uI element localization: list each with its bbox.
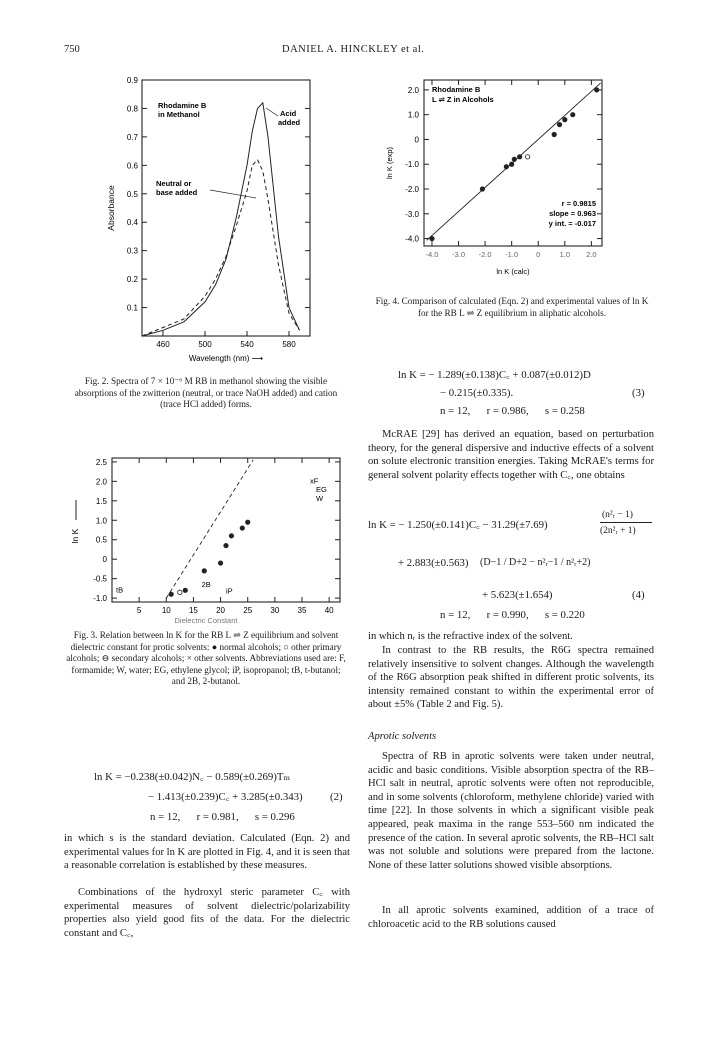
fig3-point [246, 520, 250, 524]
fig3-ytick-label: -1.0 [93, 594, 107, 604]
fig3-point [169, 592, 173, 596]
section-heading: Aprotic solvents [368, 731, 437, 742]
fig2-ytick-label: 0.8 [126, 104, 138, 114]
fig4-point [571, 112, 575, 116]
right-paragraph-4: Spectra of RB in aprotic solvents were taken under neutral, acidic and basic conditions. Visible absorption spectra of the RB–HCl salt in neutral, aprotic solvents were often not reproducible, and in some solvents (chloroform, methylene chloride) varied with time [22]. In those solvents in which a significant visible peak appeared, peak maxima in the range 553–560 nm indicated the presence of the cation. In several aprotic solvents, the RB–HCl salt was not soluble and solutions were prepared from the lactone. None of these latter solutions showed visible absorptions. [368, 751, 654, 871]
fig4-point [563, 117, 567, 121]
fig2-pointer-acid [266, 108, 278, 116]
fig3-label-tB: tB [116, 585, 124, 595]
fig4-ytick-label: 2.0 [407, 85, 419, 95]
fig3-ylabel: ln K [70, 528, 80, 544]
fig2-ytick-label: 0.2 [126, 275, 138, 285]
fig3-caption: Fig. 3. Relation between ln K for the RB L ⇌ Z equilibrium and solvent dielectric constant for protic solvents: ● normal alcohols; ○ other primary alcohols; ⊖ secondary alcohols; × other solvents. Abbreviations used are: F, formamide; W, water; EG, ethylene glycol; iP, isopropanol; tB, t-butanol; and 2B, 2-butanol. [66, 630, 346, 686]
fig3-ytick-label: 1.0 [95, 516, 107, 526]
fig2-xlabel: Wavelength (nm) ⟶ [188, 354, 264, 363]
fig2-ytick-label: 0.6 [126, 161, 138, 171]
fig4-xtick-label: -1.0 [505, 250, 519, 259]
fig3-point [218, 561, 222, 565]
fig4-title1: Rhodamine B [432, 85, 481, 94]
fig4-title2: L ⇌ Z in Alcohols [432, 95, 494, 104]
fig3-ytick-label: 2.5 [95, 457, 107, 467]
fig3-point [240, 526, 244, 530]
fig2-xtick-label: 580 [282, 340, 296, 349]
fig2-xtick-label: 500 [198, 340, 212, 349]
fig4-xtick-label: 0 [536, 250, 541, 259]
fig3-ytick-label: 0.5 [95, 535, 107, 545]
eq3-number: (3) [632, 387, 645, 399]
fig3-xtick-label: 10 [161, 606, 171, 615]
eq3-stats: n = 12, r = 0.986, s = 0.258 [440, 405, 585, 417]
fig2-label-acid2: added [278, 118, 301, 127]
fig3-point [183, 588, 187, 592]
eq4-frac1-bar [600, 522, 652, 523]
fig4-stat-r: r = 0.9815 [561, 199, 596, 208]
running-head: DANIEL A. HINCKLEY et al. [282, 44, 425, 55]
fig2-ytick-label: 0.5 [126, 189, 138, 199]
fig4-ytick-label: 0 [414, 135, 419, 145]
eq3-line2: − 0.215(±0.335). [440, 387, 514, 399]
fig4-point [552, 132, 556, 136]
fig3-xtick-label: 35 [297, 606, 307, 615]
fig3-ytick-label: 0 [102, 555, 107, 565]
fig3-ytick-label: 1.5 [95, 496, 107, 506]
fig2-series-0 [142, 103, 300, 336]
fig4-point [525, 155, 529, 159]
fig2-label-neutral: Neutral or [156, 179, 192, 188]
fig3-point [229, 534, 233, 538]
fig2-label-solution: Rhodamine B [158, 101, 207, 110]
fig3-point [224, 543, 228, 547]
fig3-chart [64, 448, 364, 626]
fig2-ytick-label: 0.7 [126, 132, 138, 142]
eq4-frac1-num: (n²ᵣ − 1) [602, 510, 633, 520]
eq4-line3: + 5.623(±1.654) [482, 589, 553, 601]
fig2-label-acid: Acid [280, 109, 297, 118]
fig3-point [202, 569, 206, 573]
fig4-point [512, 157, 516, 161]
fig4-ytick-label: 1.0 [407, 110, 419, 120]
fig4-point [517, 155, 521, 159]
eq4-line2: + 2.883(±0.563) [398, 557, 469, 569]
fig4-ytick-label: -4.0 [405, 234, 419, 244]
eq4-number: (4) [632, 589, 645, 601]
fig2-pointer-neutral [210, 190, 256, 198]
fig2-label-neutral2: base added [156, 188, 198, 197]
fig4-chart [380, 76, 620, 288]
fig2-xtick-label: 540 [240, 340, 254, 349]
fig4-point [509, 162, 513, 166]
eq4-line1: ln K = − 1.250(±0.141)C꜀ − 31.29(±7.69) [368, 519, 548, 531]
fig3-point [178, 590, 182, 594]
right-paragraph-5: In all aprotic solvents examined, addition of a trace of chloroacetic acid to the RB solutions caused [368, 905, 654, 930]
eq3-line1: ln K = − 1.289(±0.138)C꜀ + 0.087(±0.012)D [398, 369, 591, 381]
fig3-xtick-label: 20 [216, 606, 226, 615]
eq2-number: (2) [330, 791, 343, 803]
fig2-ytick-label: 0.9 [126, 76, 138, 85]
fig3-frame [112, 458, 340, 602]
fig3-xtick-label: 5 [136, 606, 142, 615]
fig4-xtick-label: 1.0 [559, 250, 571, 259]
fig3-ytick-label: 2.0 [95, 477, 107, 487]
fig3-label-2B: 2B [201, 580, 211, 590]
right-paragraph-3: In contrast to the RB results, the R6G spectra remained relatively insensitive to solvent changes. Although the wavelength of the R6G absorption peak shifted in different protic solvents, its intensity remained constant to within the experimental error of about ±5% (Table 2 and Fig. 5). [368, 645, 654, 711]
eq4-frac2: (D−1 / D+2 − n²ᵣ−1 / n²ᵣ+2) [480, 557, 591, 568]
eq4-frac1-den: (2n²ᵣ + 1) [600, 526, 636, 536]
fig2-ytick-label: 0.4 [126, 218, 138, 228]
page-number: 750 [64, 44, 80, 55]
fig4-point [504, 165, 508, 169]
left-paragraph-2: Combinations of the hydroxyl steric parameter C꜀ with experimental measures of solvent dielectric/polarizability properties also yield good fits of the data. For the dielectric constant and C꜀, [64, 887, 350, 939]
fig4-xtick-label: -3.0 [452, 250, 466, 259]
fig3-xtick-label: 15 [188, 606, 198, 615]
fig4-point [557, 122, 561, 126]
right-paragraph-1: McRAE [29] has derived an equation, based on perturbation theory, for the general dispersive and inductive effects of a solvent on solute electronic transition energies. Taking McRAE's terms for general solvent polarity effects together with C꜀, one obtains [368, 429, 654, 481]
fig3-ytick-label: -0.5 [93, 574, 107, 584]
fig4-ytick-label: -3.0 [405, 209, 419, 219]
fig2-label-solution2: in Methanol [158, 110, 200, 119]
fig4-stat-slope: slope = 0.963 [549, 209, 596, 218]
fig4-point [430, 236, 434, 240]
fig4-point [480, 187, 484, 191]
left-paragraph-1: in which s is the standard deviation. Calculated (Eqn. 2) and experimental values for ln K are plotted in Fig. 4, and it is seen that a reasonable correlation is established by these measures. [64, 833, 350, 872]
fig3-xlabel: Dielectric Constant [174, 616, 238, 625]
fig4-caption: Fig. 4. Comparison of calculated (Eqn. 2) and experimental values of ln K for the RB L ⇌ Z equilibrium in aliphatic alcohols. [375, 296, 649, 318]
fig3-xtick-label: 30 [270, 606, 280, 615]
fig2-ytick-label: 0.1 [126, 303, 138, 313]
fig4-xtick-label: -4.0 [425, 250, 439, 259]
fig3-label-F: xF [310, 476, 319, 486]
eq4-stats: n = 12, r = 0.990, s = 0.220 [440, 609, 585, 621]
fig3-xtick-label: 40 [324, 606, 334, 615]
right-paragraph-2: in which nᵣ is the refractive index of the solvent. [368, 631, 573, 642]
fig4-xlabel: ln K (calc) [496, 267, 530, 276]
fig4-ytick-label: -1.0 [405, 160, 419, 170]
fig4-xtick-label: 2.0 [586, 250, 597, 259]
fig2-caption: Fig. 2. Spectra of 7 × 10⁻⁶ M RB in methanol showing the visible absorptions of the zwitterion (neutral, or trace NaOH added) and cation (trace HCl added) forms. [74, 376, 338, 409]
fig4-stat-int: y int. = -0.017 [548, 219, 596, 228]
fig3-xtick-label: 25 [243, 606, 253, 615]
fig2-chart [102, 74, 322, 374]
fig3-label-iP: iP [226, 586, 233, 596]
fig3-label-EG: EG [316, 485, 327, 495]
eq2-line2: − 1.413(±0.239)C꜀ + 3.285(±0.343) [148, 791, 303, 803]
fig4-ylabel: ln K (exp) [385, 146, 394, 180]
fig4-xtick-label: -2.0 [478, 250, 492, 259]
fig3-label-W: W [316, 493, 324, 503]
fig4-ytick-label: -2.0 [405, 185, 419, 195]
fig2-ylabel: Absorbance [106, 185, 116, 231]
eq2-line1: ln K = −0.238(±0.042)N꜀ − 0.589(±0.269)Tₘ [94, 771, 291, 783]
fig4-point [594, 88, 598, 92]
fig2-ytick-label: 0.3 [126, 246, 138, 256]
fig2-xtick-label: 460 [156, 340, 170, 349]
eq2-stats: n = 12, r = 0.981, s = 0.296 [150, 811, 295, 823]
